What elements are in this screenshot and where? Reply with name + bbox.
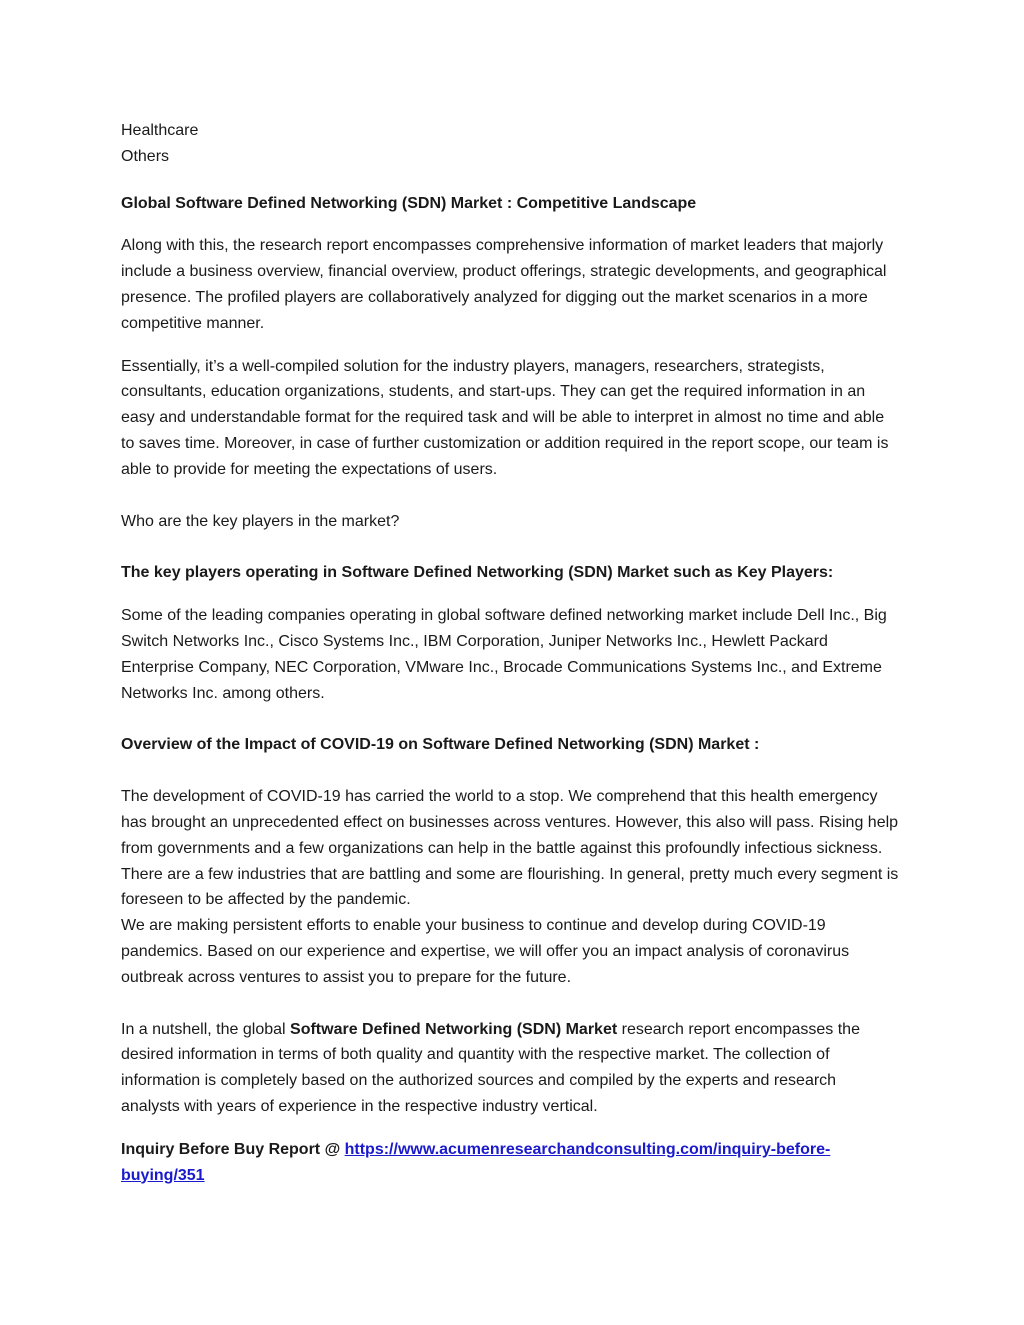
- document-page: [121, 118, 899, 1188]
- inquiry-line: [121, 1137, 899, 1189]
- key-players-question: Who are the key players in the market?: [121, 512, 400, 530]
- competitive-paragraph-1: Along with this, the research report encompasses comprehensive information of market leaders that majorly include a business overview, financial overview, product offerings, strategic developments, and geographical presence. The profiled players are collaboratively analyzed for digging out the market scenarios in a more competitive manner.: [121, 237, 887, 332]
- nutshell-prefix: In a nutshell, the global: [121, 1020, 291, 1038]
- list-item-healthcare: Healthcare: [121, 122, 199, 139]
- covid-paragraph-2: We are making persistent efforts to enable your business to continue and develop during COVID-19 pandemics. Based on our experience and expertise, we will offer you an impact analysis of coronavirus outbreak across ventures to assist you to prepare for the future.: [121, 917, 850, 986]
- key-players-paragraph: Some of the leading companies operating in global software defined networking market include Dell Inc., Big Switch Networks Inc., Cisco Systems Inc., IBM Corporation, Juniper Networks Inc., Hewlett Packard Enterprise Company, NEC Corporation, VMware Inc., Brocade Communications Systems Inc., and Extreme Networks Inc. among others.: [121, 607, 887, 702]
- inquiry-link[interactable]: https://www.acumenresearchandconsulting.com/inquiry-before-buying/351: [121, 1140, 831, 1184]
- nutshell-suffix: research report encompasses the desired information in terms of both quality and quantity with the respective market. The collection of information is completely based on the authorized sources and compiled by the experts and research analysts with years of experience in the respective industry vertical.: [121, 1020, 860, 1115]
- covid-paragraph-1: The development of COVID-19 has carried the world to a stop. We comprehend that this health emergency has brought an unprecedented effect on businesses across ventures. However, this also will pass. Rising help from governments and a few organizations can help in the battle against this profoundly infectious sickness. There are a few industries that are battling and some are flourishing. In general, pretty much every segment is foreseen to be affected by the pandemic.: [121, 788, 899, 909]
- nutshell-paragraph: [121, 1017, 899, 1120]
- competitive-landscape-heading: Global Software Defined Networking (SDN) Market : Competitive Landscape: [121, 194, 697, 212]
- nutshell-market-name: Software Defined Networking (SDN) Market: [290, 1020, 618, 1038]
- inquiry-label: Inquiry Before Buy Report @: [121, 1140, 345, 1158]
- key-players-heading: The key players operating in Software Defined Networking (SDN) Market such as Key Players:: [121, 564, 834, 582]
- covid-heading: Overview of the Impact of COVID-19 on Software Defined Networking (SDN) Market :: [121, 736, 760, 754]
- competitive-paragraph-2: Essentially, it’s a well-compiled solution for the industry players, managers, researchers, strategists, consultants, education organizations, students, and start-ups. They can get the required information in an easy and understandable format for the required task and will be able to interpret in almost no time and able to saves time. Moreover, in case of further customization or addition required in the report scope, our team is able to provide for meeting the expectations of users.: [121, 357, 889, 478]
- list-item-others: Others: [121, 147, 170, 165]
- segment-list: [121, 118, 899, 170]
